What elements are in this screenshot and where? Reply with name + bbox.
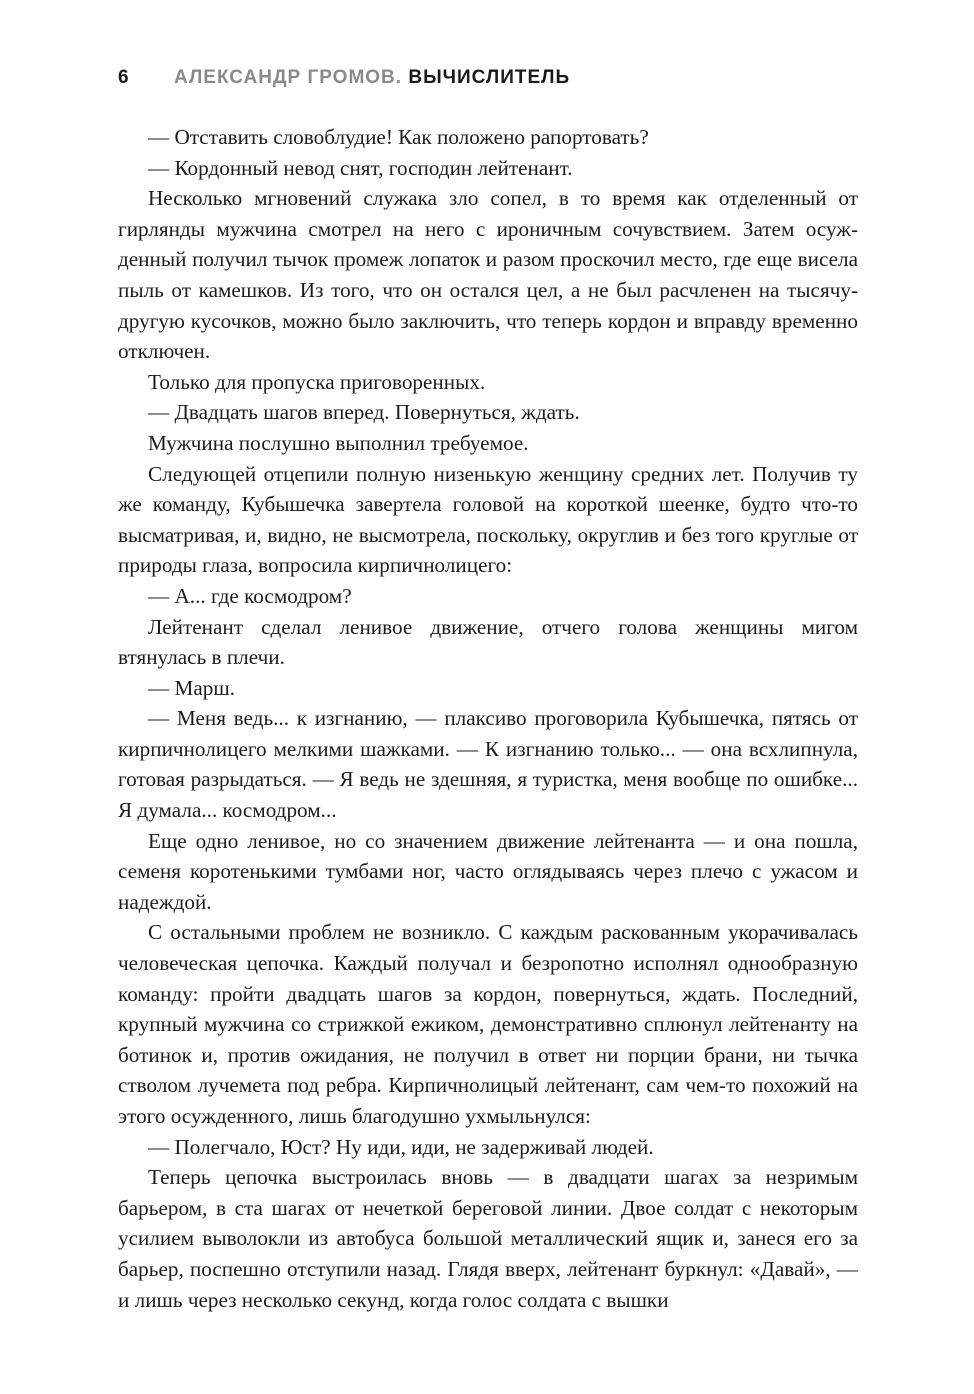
book-author: АЛЕКСАНДР ГРОМОВ. xyxy=(174,67,403,88)
page-number: 6 xyxy=(118,67,129,88)
paragraph: Несколько мгновений служака зло сопел, в то время как отделенный от гирлянды мужчина смотрел на него с ироничным сочувствием. Затем осужденный получил тычок промеж лопаток и разом проскочил место, где еще висела пыль от камешков. Из того, что он остался цел, а не был расчленен на тысячу-другую кусочков, можно было заключить, что теперь кордон и вправду временно отключен. xyxy=(118,186,858,364)
body-text xyxy=(118,122,858,1315)
paragraph: Только для пропуска приговоренных. xyxy=(148,369,486,394)
book-title: ВЫЧИСЛИТЕЛЬ xyxy=(408,67,571,88)
paragraph: С остальными проблем не возникло. С каждым раскованным укорачивалась человеческая цепочка. Каждый получал и безропотно исполнял однообразную команду: пройти двадцать шагов за кордон, повернуться, ждать. Последний, крупный мужчина со стрижкой ежиком, демонстративно сплюнул лейтенанту на ботинок и, против ожидания, не получил в ответ ни порции брани, ни тычка стволом лучемета под ребра. Кирпичнолицый лейтенант, сам чем-то похожий на этого осужденного, лишь благодушно ухмыльнулся: xyxy=(118,920,858,1128)
paragraph: — Меня ведь... к изгнанию, — плаксиво проговорила Кубышечка, пятясь от кирпичнолицего мелкими шажками. — К изгнанию только... — она всхлипнула, готовая разрыдаться. — Я ведь не здешняя, я туристка, меня вообще по ошибке... Я думала... космодром... xyxy=(118,706,858,823)
paragraph: — Двадцать шагов вперед. Повернуться, ждать. xyxy=(148,400,580,425)
paragraph: — Полегчало, Юст? Ну иди, иди, не задерживай людей. xyxy=(148,1134,654,1159)
paragraph: Мужчина послушно выполнил требуемое. xyxy=(148,430,529,455)
paragraph: — Кордонный невод снят, господин лейтенант. xyxy=(148,155,573,180)
paragraph: — Марш. xyxy=(148,675,235,700)
paragraph: Следующей отцепили полную низенькую женщину средних лет. Получив ту же команду, Кубышечка завертела головой на короткой шеенке, будто что-то высматривая, и, видно, не высмотрела, поскольку, округлив и без того круглые от природы глаза, вопросила кирпичнолицего: xyxy=(118,461,858,578)
paragraph: Лейтенант сделал ленивое движение, отчего голова женщины мигом втянулась в плечи. xyxy=(118,614,858,670)
running-head xyxy=(118,66,570,90)
paragraph: — Отставить словоблудие! Как положено рапортовать? xyxy=(148,125,649,149)
paragraph: Еще одно ленивое, но со значением движение лейтенанта — и она пошла, семеня коротенькими тумбами ног, часто оглядываясь через плечо с ужасом и надеждой. xyxy=(118,828,858,914)
paragraph: Теперь цепочка выстроилась вновь — в двадцати шагах за незримым барьером, в ста шагах от нечеткой береговой линии. Двое солдат с некоторым усилием выволокли из автобуса большой металлический ящик и, занеся его за барьер, поспешно отступили назад. Глядя вверх, лейтенант буркнул: «Давай», — и лишь через несколько секунд, когда голос солдата с вышки xyxy=(118,1165,858,1312)
paragraph: — А... где космодром? xyxy=(148,583,352,608)
